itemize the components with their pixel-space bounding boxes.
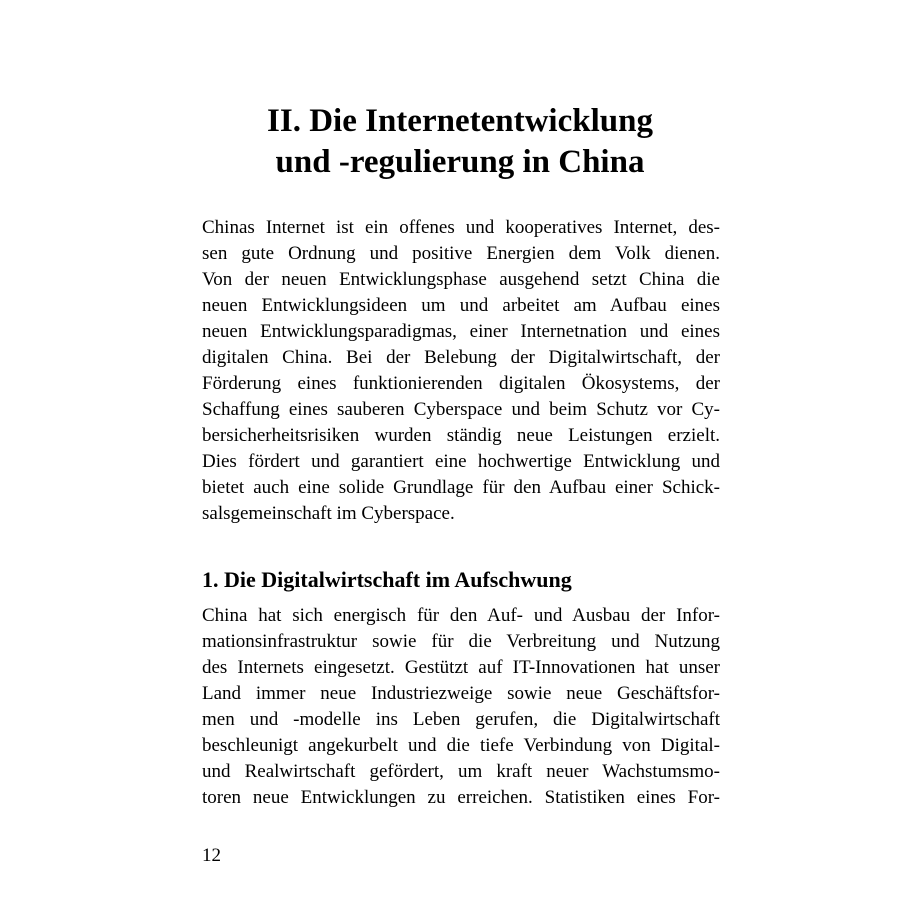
paragraph-line: Dies fördert und garantiert eine hochwertige Entwicklung und: [202, 451, 720, 472]
chapter-title-line: II. Die Internetentwicklung: [267, 103, 653, 139]
paragraph-line: China hat sich energisch für den Auf- und Ausbau der Infor-: [202, 605, 720, 626]
paragraph-line: neuen Entwicklungsparadigmas, einer Internetnation und eines: [202, 321, 720, 342]
paragraph-line: Schaffung eines sauberen Cyberspace und beim Schutz vor Cy-: [202, 399, 720, 420]
paragraph-line: beschleunigt angekurbelt und die tiefe Verbindung von Digital-: [202, 735, 720, 756]
paragraph-line: Von der neuen Entwicklungsphase ausgehend setzt China die: [202, 269, 720, 290]
paragraph-line: salsgemeinschaft im Cyberspace.: [202, 503, 455, 524]
paragraph-line: und Realwirtschaft gefördert, um kraft neuer Wachstumsmo-: [202, 761, 720, 782]
section-heading: 1. Die Digitalwirtschaft im Aufschwung: [202, 567, 572, 592]
chapter-title: [200, 101, 720, 183]
paragraph-line: digitalen China. Bei der Belebung der Digitalwirtschaft, der: [202, 347, 720, 368]
section-paragraph: [202, 603, 720, 811]
paragraph-line: Chinas Internet ist ein offenes und kooperatives Internet, des-: [202, 217, 720, 238]
paragraph-line: neuen Entwicklungsideen um und arbeitet am Aufbau eines: [202, 295, 720, 316]
paragraph-line: toren neue Entwicklungen zu erreichen. Statistiken eines For-: [202, 787, 720, 808]
page-number: 12: [202, 845, 221, 866]
intro-paragraph: [202, 215, 720, 527]
paragraph-line: Land immer neue Industriezweige sowie neue Geschäftsfor-: [202, 683, 720, 704]
paragraph-line: mationsinfrastruktur sowie für die Verbreitung und Nutzung: [202, 631, 720, 652]
paragraph-line: Förderung eines funktionierenden digitalen Ökosystems, der: [202, 373, 720, 394]
paragraph-line: bersicherheitsrisiken wurden ständig neue Leistungen erzielt.: [202, 425, 720, 446]
paragraph-line: sen gute Ordnung und positive Energien dem Volk dienen.: [202, 243, 720, 264]
chapter-title-line: und -regulierung in China: [275, 144, 645, 180]
paragraph-line: des Internets eingesetzt. Gestützt auf IT-Innovationen hat unser: [202, 657, 720, 678]
paragraph-line: bietet auch eine solide Grundlage für den Aufbau einer Schick-: [202, 477, 720, 498]
paragraph-line: men und -modelle ins Leben gerufen, die Digitalwirtschaft: [202, 709, 720, 730]
